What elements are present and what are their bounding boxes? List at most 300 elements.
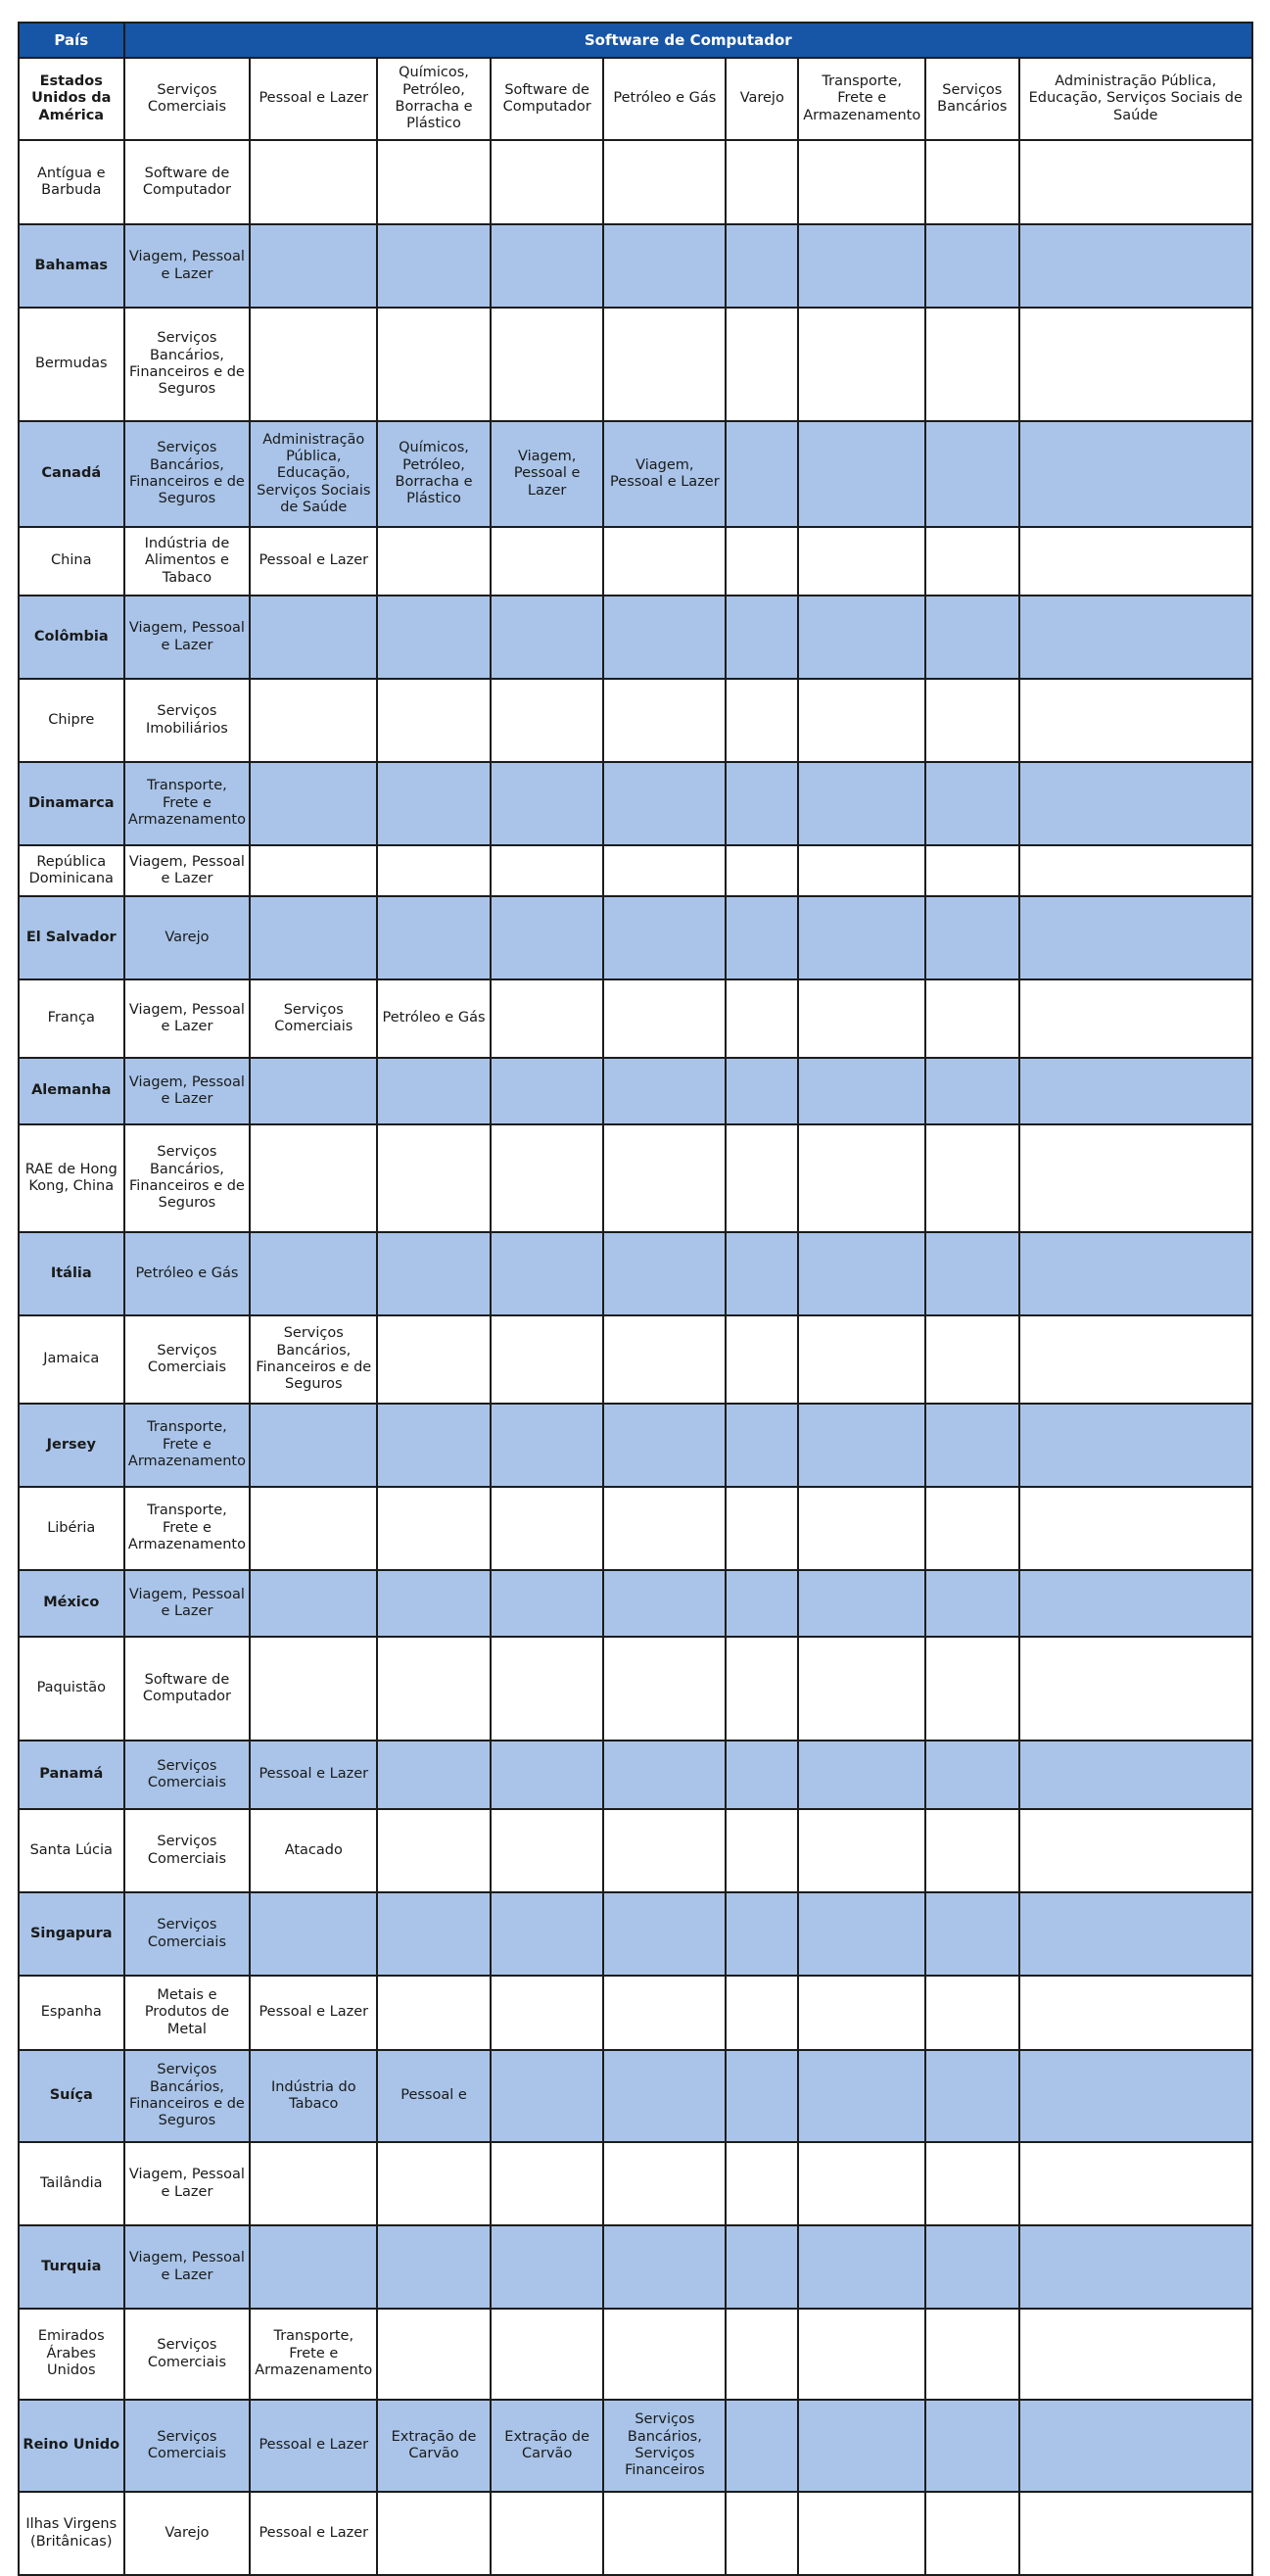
sector-cell xyxy=(250,2225,377,2309)
sector-cell xyxy=(491,1637,604,1741)
sector-cell xyxy=(250,1232,377,1315)
sector-cell xyxy=(925,1232,1018,1315)
sector-cell xyxy=(603,1809,726,1892)
sector-cell: Transporte, Frete e Armazenamento xyxy=(250,2309,377,2400)
sector-cell xyxy=(250,596,377,679)
sector-cell xyxy=(491,1487,604,1570)
sector-cell xyxy=(925,1058,1018,1124)
sector-cell xyxy=(1019,1058,1253,1124)
sector-cell xyxy=(603,224,726,308)
sector-cell xyxy=(491,1404,604,1487)
sector-cell xyxy=(925,2492,1018,2575)
sector-cell: Pessoal e xyxy=(377,2050,491,2142)
sector-cell xyxy=(798,2225,925,2309)
sector-cell xyxy=(250,1570,377,1637)
sector-cell xyxy=(726,1570,798,1637)
sector-cell xyxy=(798,1124,925,1232)
country-cell: Turquia xyxy=(19,2225,124,2309)
sector-cell xyxy=(603,2142,726,2225)
sector-cell xyxy=(603,596,726,679)
country-cell: China xyxy=(19,527,124,596)
sector-cell xyxy=(491,1570,604,1637)
sector-cell xyxy=(798,1976,925,2050)
country-sector-table-container xyxy=(18,22,1253,2576)
sector-cell xyxy=(1019,1809,1253,1892)
sector-cell xyxy=(491,1058,604,1124)
sector-cell xyxy=(726,2225,798,2309)
sector-cell xyxy=(603,1124,726,1232)
group-header: Software de Computador xyxy=(124,23,1252,58)
sector-cell: Varejo xyxy=(124,2492,251,2575)
sector-cell: Serviços Bancários, Serviços Financeiros xyxy=(603,2400,726,2492)
sector-cell xyxy=(726,1741,798,1809)
sector-cell xyxy=(603,1570,726,1637)
sector-cell: Viagem, Pessoal e Lazer xyxy=(124,2225,251,2309)
country-cell: Canadá xyxy=(19,421,124,527)
sector-cell: Viagem, Pessoal e Lazer xyxy=(124,1570,251,1637)
sector-cell xyxy=(798,1570,925,1637)
sector-cell xyxy=(726,1315,798,1404)
sector-cell xyxy=(603,979,726,1058)
sector-cell: Serviços Comerciais xyxy=(124,58,251,140)
sector-cell: Transporte, Frete e Armazenamento xyxy=(124,762,251,845)
sector-cell xyxy=(1019,1741,1253,1809)
sector-cell xyxy=(798,1809,925,1892)
table-row xyxy=(19,762,1252,845)
sector-cell xyxy=(798,896,925,979)
sector-cell xyxy=(250,2142,377,2225)
table-row xyxy=(19,527,1252,596)
sector-cell xyxy=(603,1487,726,1570)
sector-cell: Petróleo e Gás xyxy=(603,58,726,140)
table-row xyxy=(19,2142,1252,2225)
sector-cell xyxy=(726,762,798,845)
sector-cell xyxy=(726,2492,798,2575)
table-row xyxy=(19,2050,1252,2142)
country-cell: República Dominicana xyxy=(19,845,124,896)
sector-cell xyxy=(491,1741,604,1809)
sector-cell: Transporte, Frete e Armazenamento xyxy=(124,1487,251,1570)
sector-cell xyxy=(726,1637,798,1741)
sector-cell xyxy=(377,1487,491,1570)
country-cell: Ilhas Virgens (Britânicas) xyxy=(19,2492,124,2575)
sector-cell xyxy=(1019,2309,1253,2400)
sector-cell xyxy=(377,1124,491,1232)
sector-cell xyxy=(491,140,604,224)
sector-cell xyxy=(925,679,1018,762)
sector-cell xyxy=(603,1892,726,1976)
sector-cell xyxy=(798,224,925,308)
sector-cell xyxy=(925,596,1018,679)
sector-cell xyxy=(925,2309,1018,2400)
table-row xyxy=(19,2492,1252,2575)
sector-cell xyxy=(726,1058,798,1124)
sector-cell xyxy=(798,1892,925,1976)
sector-cell xyxy=(491,527,604,596)
sector-cell xyxy=(1019,308,1253,421)
sector-cell: Software de Computador xyxy=(124,140,251,224)
table-row xyxy=(19,1809,1252,1892)
sector-cell xyxy=(925,2142,1018,2225)
sector-cell: Serviços Bancários, Financeiros e de Seguros xyxy=(124,2050,251,2142)
sector-cell xyxy=(491,1976,604,2050)
sector-cell: Viagem, Pessoal e Lazer xyxy=(124,2142,251,2225)
country-sector-table xyxy=(18,22,1253,2576)
sector-cell xyxy=(1019,2492,1253,2575)
sector-cell xyxy=(250,1124,377,1232)
sector-cell xyxy=(925,1570,1018,1637)
country-cell: RAE de Hong Kong, China xyxy=(19,1124,124,1232)
sector-cell: Indústria de Alimentos e Tabaco xyxy=(124,527,251,596)
sector-cell xyxy=(726,2142,798,2225)
sector-cell xyxy=(925,308,1018,421)
sector-cell xyxy=(798,2400,925,2492)
sector-cell xyxy=(726,224,798,308)
sector-cell xyxy=(925,2400,1018,2492)
sector-cell xyxy=(726,596,798,679)
sector-cell: Administração Pública, Educação, Serviços Sociais de Saúde xyxy=(1019,58,1253,140)
sector-cell xyxy=(603,1315,726,1404)
sector-cell xyxy=(798,140,925,224)
sector-cell xyxy=(798,1232,925,1315)
table-row xyxy=(19,596,1252,679)
table-row xyxy=(19,308,1252,421)
sector-cell xyxy=(377,2225,491,2309)
table-row xyxy=(19,140,1252,224)
sector-cell xyxy=(377,896,491,979)
sector-cell xyxy=(250,845,377,896)
table-row xyxy=(19,845,1252,896)
sector-cell xyxy=(726,308,798,421)
sector-cell xyxy=(603,2225,726,2309)
sector-cell xyxy=(798,421,925,527)
sector-cell: Químicos, Petróleo, Borracha e Plástico xyxy=(377,58,491,140)
sector-cell xyxy=(726,1892,798,1976)
sector-cell xyxy=(726,896,798,979)
sector-cell: Serviços Bancários, Financeiros e de Seguros xyxy=(124,308,251,421)
sector-cell xyxy=(726,845,798,896)
sector-cell xyxy=(1019,1315,1253,1404)
sector-cell: Serviços Comerciais xyxy=(124,2309,251,2400)
sector-cell xyxy=(377,1232,491,1315)
sector-cell xyxy=(491,1892,604,1976)
sector-cell xyxy=(491,679,604,762)
sector-cell xyxy=(603,140,726,224)
sector-cell: Transporte, Frete e Armazenamento xyxy=(124,1404,251,1487)
sector-cell xyxy=(603,1058,726,1124)
header-row xyxy=(19,23,1252,58)
sector-cell xyxy=(798,1058,925,1124)
sector-cell xyxy=(491,2309,604,2400)
sector-cell xyxy=(1019,2400,1253,2492)
sector-cell xyxy=(603,308,726,421)
sector-cell: Viagem, Pessoal e Lazer xyxy=(603,421,726,527)
sector-cell xyxy=(925,762,1018,845)
sector-cell: Viagem, Pessoal e Lazer xyxy=(124,979,251,1058)
sector-cell xyxy=(925,896,1018,979)
sector-cell xyxy=(603,2050,726,2142)
sector-cell xyxy=(603,2309,726,2400)
country-cell: Suíça xyxy=(19,2050,124,2142)
sector-cell xyxy=(1019,1124,1253,1232)
sector-cell: Serviços Comerciais xyxy=(250,979,377,1058)
country-cell: Jamaica xyxy=(19,1315,124,1404)
sector-cell: Software de Computador xyxy=(491,58,604,140)
sector-cell: Serviços Comerciais xyxy=(124,1809,251,1892)
sector-cell: Serviços Bancários, Financeiros e de Seguros xyxy=(124,421,251,527)
sector-cell: Atacado xyxy=(250,1809,377,1892)
sector-cell xyxy=(798,979,925,1058)
sector-cell xyxy=(250,308,377,421)
sector-cell: Serviços Comerciais xyxy=(124,1315,251,1404)
sector-cell: Serviços Comerciais xyxy=(124,2400,251,2492)
table-row xyxy=(19,1637,1252,1741)
sector-cell xyxy=(491,2225,604,2309)
sector-cell xyxy=(726,1487,798,1570)
sector-cell xyxy=(798,1315,925,1404)
sector-cell xyxy=(1019,596,1253,679)
sector-cell xyxy=(603,1741,726,1809)
sector-cell xyxy=(1019,527,1253,596)
sector-cell xyxy=(1019,1487,1253,1570)
sector-cell xyxy=(250,896,377,979)
table-row xyxy=(19,2400,1252,2492)
sector-cell xyxy=(377,845,491,896)
sector-cell xyxy=(491,2142,604,2225)
sector-cell xyxy=(925,979,1018,1058)
sector-cell: Viagem, Pessoal e Lazer xyxy=(124,596,251,679)
sector-cell xyxy=(726,1976,798,2050)
sector-cell xyxy=(798,2050,925,2142)
sector-cell: Serviços Bancários, Financeiros e de Seguros xyxy=(250,1315,377,1404)
sector-cell xyxy=(726,2050,798,2142)
country-cell: Libéria xyxy=(19,1487,124,1570)
sector-cell xyxy=(377,308,491,421)
country-cell: Reino Unido xyxy=(19,2400,124,2492)
sector-cell xyxy=(1019,679,1253,762)
sector-cell xyxy=(377,1809,491,1892)
sector-cell xyxy=(925,1741,1018,1809)
sector-cell xyxy=(377,762,491,845)
table-row xyxy=(19,421,1252,527)
sector-cell xyxy=(250,1892,377,1976)
country-cell: Emirados Árabes Unidos xyxy=(19,2309,124,2400)
sector-cell xyxy=(491,308,604,421)
sector-cell xyxy=(603,2492,726,2575)
sector-cell xyxy=(250,679,377,762)
sector-cell xyxy=(603,679,726,762)
table-row xyxy=(19,1232,1252,1315)
sector-cell xyxy=(1019,224,1253,308)
sector-cell xyxy=(377,140,491,224)
sector-cell xyxy=(491,845,604,896)
sector-cell xyxy=(1019,845,1253,896)
sector-cell xyxy=(377,224,491,308)
sector-cell xyxy=(250,1404,377,1487)
country-cell: Alemanha xyxy=(19,1058,124,1124)
sector-cell: Viagem, Pessoal e Lazer xyxy=(124,1058,251,1124)
sector-cell xyxy=(1019,421,1253,527)
sector-cell: Varejo xyxy=(124,896,251,979)
sector-cell xyxy=(250,762,377,845)
sector-cell xyxy=(726,979,798,1058)
sector-cell xyxy=(377,1637,491,1741)
sector-cell xyxy=(377,1404,491,1487)
country-cell: Bermudas xyxy=(19,308,124,421)
sector-cell: Extração de Carvão xyxy=(491,2400,604,2492)
sector-cell xyxy=(726,2400,798,2492)
country-cell: Estados Unidos da América xyxy=(19,58,124,140)
sector-cell xyxy=(925,2225,1018,2309)
sector-cell: Software de Computador xyxy=(124,1637,251,1741)
sector-cell: Serviços Bancários xyxy=(925,58,1018,140)
sector-cell xyxy=(798,679,925,762)
sector-cell: Viagem, Pessoal e Lazer xyxy=(124,845,251,896)
sector-cell: Pessoal e Lazer xyxy=(250,2400,377,2492)
sector-cell xyxy=(798,845,925,896)
table-row xyxy=(19,1124,1252,1232)
country-cell: Antígua e Barbuda xyxy=(19,140,124,224)
sector-cell: Metais e Produtos de Metal xyxy=(124,1976,251,2050)
table-row xyxy=(19,1976,1252,2050)
sector-cell xyxy=(1019,2050,1253,2142)
sector-cell xyxy=(377,1570,491,1637)
sector-cell xyxy=(925,1976,1018,2050)
sector-cell xyxy=(491,762,604,845)
country-cell: Espanha xyxy=(19,1976,124,2050)
sector-cell xyxy=(798,596,925,679)
subheader-row xyxy=(19,58,1252,140)
country-cell: Chipre xyxy=(19,679,124,762)
sector-cell xyxy=(603,1232,726,1315)
sector-cell: Transporte, Frete e Armazenamento xyxy=(798,58,925,140)
country-cell: Itália xyxy=(19,1232,124,1315)
sector-cell: Varejo xyxy=(726,58,798,140)
sector-cell xyxy=(377,1315,491,1404)
sector-cell xyxy=(250,1637,377,1741)
table-row xyxy=(19,1741,1252,1809)
sector-cell xyxy=(1019,1976,1253,2050)
table-row xyxy=(19,896,1252,979)
sector-cell: Indústria do Tabaco xyxy=(250,2050,377,2142)
table-row xyxy=(19,1892,1252,1976)
table-row xyxy=(19,979,1252,1058)
sector-cell xyxy=(377,2142,491,2225)
sector-cell xyxy=(250,140,377,224)
sector-cell xyxy=(798,2142,925,2225)
table-row xyxy=(19,1570,1252,1637)
sector-cell xyxy=(1019,140,1253,224)
table-row xyxy=(19,1487,1252,1570)
table-row xyxy=(19,1058,1252,1124)
sector-cell xyxy=(925,421,1018,527)
country-column-header: País xyxy=(19,23,124,58)
sector-cell xyxy=(603,1976,726,2050)
sector-cell xyxy=(925,224,1018,308)
sector-cell xyxy=(491,2492,604,2575)
sector-cell xyxy=(377,2492,491,2575)
sector-cell xyxy=(377,679,491,762)
sector-cell: Administração Pública, Educação, Serviços Sociais de Saúde xyxy=(250,421,377,527)
sector-cell xyxy=(1019,762,1253,845)
sector-cell xyxy=(726,527,798,596)
sector-cell xyxy=(925,2050,1018,2142)
sector-cell xyxy=(726,421,798,527)
sector-cell xyxy=(1019,1892,1253,1976)
sector-cell xyxy=(603,762,726,845)
table-row xyxy=(19,679,1252,762)
sector-cell xyxy=(798,1637,925,1741)
sector-cell xyxy=(250,224,377,308)
sector-cell xyxy=(925,845,1018,896)
sector-cell xyxy=(925,1487,1018,1570)
sector-cell xyxy=(1019,2142,1253,2225)
sector-cell xyxy=(377,1892,491,1976)
sector-cell xyxy=(726,1124,798,1232)
sector-cell xyxy=(798,2492,925,2575)
sector-cell xyxy=(377,1741,491,1809)
country-cell: Paquistão xyxy=(19,1637,124,1741)
sector-cell xyxy=(925,1404,1018,1487)
sector-cell: Pessoal e Lazer xyxy=(250,2492,377,2575)
table-row xyxy=(19,2309,1252,2400)
sector-cell xyxy=(726,1809,798,1892)
sector-cell: Serviços Bancários, Financeiros e de Seguros xyxy=(124,1124,251,1232)
country-cell: Jersey xyxy=(19,1404,124,1487)
sector-cell xyxy=(726,2309,798,2400)
sector-cell: Pessoal e Lazer xyxy=(250,1741,377,1809)
sector-cell: Petróleo e Gás xyxy=(377,979,491,1058)
sector-cell xyxy=(925,1809,1018,1892)
sector-cell xyxy=(726,1232,798,1315)
sector-cell: Petróleo e Gás xyxy=(124,1232,251,1315)
sector-cell xyxy=(491,596,604,679)
sector-cell xyxy=(250,1058,377,1124)
sector-cell: Viagem, Pessoal e Lazer xyxy=(124,224,251,308)
table-row xyxy=(19,224,1252,308)
sector-cell: Serviços Imobiliários xyxy=(124,679,251,762)
sector-cell xyxy=(377,2309,491,2400)
sector-cell xyxy=(603,527,726,596)
sector-cell xyxy=(1019,1570,1253,1637)
sector-cell xyxy=(491,2050,604,2142)
sector-cell xyxy=(798,2309,925,2400)
sector-cell: Químicos, Petróleo, Borracha e Plástico xyxy=(377,421,491,527)
sector-cell xyxy=(726,679,798,762)
sector-cell: Serviços Comerciais xyxy=(124,1741,251,1809)
sector-cell: Pessoal e Lazer xyxy=(250,58,377,140)
table-row xyxy=(19,1315,1252,1404)
sector-cell: Viagem, Pessoal e Lazer xyxy=(491,421,604,527)
sector-cell xyxy=(603,1404,726,1487)
sector-cell xyxy=(1019,979,1253,1058)
table-row xyxy=(19,2225,1252,2309)
sector-cell xyxy=(798,1487,925,1570)
sector-cell xyxy=(377,596,491,679)
sector-cell xyxy=(377,1058,491,1124)
sector-cell xyxy=(925,1315,1018,1404)
sector-cell xyxy=(491,224,604,308)
sector-cell: Pessoal e Lazer xyxy=(250,527,377,596)
sector-cell: Pessoal e Lazer xyxy=(250,1976,377,2050)
country-cell: México xyxy=(19,1570,124,1637)
country-cell: Santa Lúcia xyxy=(19,1809,124,1892)
sector-cell xyxy=(726,1404,798,1487)
sector-cell xyxy=(377,527,491,596)
country-cell: Bahamas xyxy=(19,224,124,308)
sector-cell xyxy=(603,1637,726,1741)
sector-cell xyxy=(1019,1232,1253,1315)
